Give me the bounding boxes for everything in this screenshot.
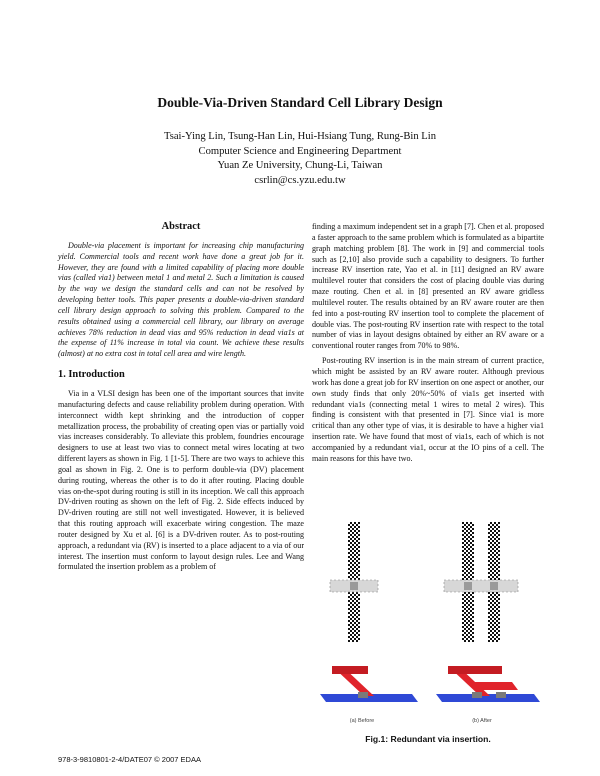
page-footer: 978-3-9810801-2-4/DATE07 © 2007 EDAA — [58, 755, 201, 764]
redundant-via-square — [490, 582, 498, 590]
via-square — [350, 582, 358, 590]
left-column — [58, 222, 304, 573]
intro-paragraph-1: Via in a VLSI design has been one of the important sources that invite manufacturing defects and cause reliability problem during operation. With interconnect width kept shrinking and the introduction of copper metallization process, the probability of creating open vias or partially void vias increases considerably. To alleviate this problem, foundries encourage designers to use at least two vias to connect metal wires locating at two different layers as shown in Fig. 1 [1-5]. There are two ways to achieve this goal as shown in Fig. 2. One is to perform double-via (DV) placement during routing, whereas the other is to do it after routing. Placing double vias on-the-spot during routing is still in its inception. We call this approach DV-driven routing as shown on the left of Fig. 2. Side effects induced by DV-driven routing are still not well investigated. However, it is believed that this routing approach will exacerbate wiring congestion. The maze router designed by Xu et al. [6] is a DV-driven router. As to post-routing approach, a redundant via (RV) is inserted to a place adjacent to a via of our interest. The insertion must conform to layout design rules. Lee and Wang formulated the insertion problem as a problem of — [58, 388, 304, 572]
metal-stripe-bottom — [348, 592, 360, 642]
via-block — [472, 692, 482, 698]
figure-label-before: (a) Before — [349, 718, 375, 724]
paper-title: Double-Via-Driven Standard Cell Library Design — [157, 95, 443, 110]
figure-caption: Fig.1: Redundant via insertion. — [365, 734, 491, 744]
metal2-extension — [470, 682, 518, 690]
figure-label-after: (b) After — [472, 718, 492, 724]
via-region — [444, 580, 518, 592]
via-square — [464, 582, 472, 590]
figure-panel-before — [320, 522, 418, 724]
metal-stripe-top-2 — [488, 522, 500, 582]
author-names: Tsai-Ying Lin, Tsung-Han Lin, Hui-Hsiang Tung, Rung-Bin Lin — [164, 131, 436, 142]
figure-panel-after — [436, 522, 540, 724]
redundant-via-block — [496, 692, 506, 698]
affiliation: Yuan Ze University, Chung-Li, Taiwan — [217, 160, 383, 171]
metal2-top — [448, 666, 502, 674]
metal-stripe-top — [462, 522, 474, 582]
right-column — [312, 222, 544, 465]
abstract-text: Double-via placement is important for increasing chip manufacturing yield. Commercial tools and recent work have done a great job for it. However, they are found with a limited capability of placing more double vias (called via1) between metal 1 and metal 2. Such a limitation is caused by the way we design the standard cells and can not be resolved by developing better tools. This paper presents a double-via-driven standard cell library design approach to solving this problem. Compared to the results obtained using a commercial cell library, our library on average achieves 78% reduction in dead vias and 95% reduction in dead via1s at the expense of 11% increase in total via count. We achieve these results (almost) at no extra cost in total cell area and wire length. — [58, 240, 304, 359]
abstract-heading: Abstract — [161, 221, 201, 232]
intro-paragraph-2: Post-routing RV insertion is in the main stream of current practice, which might be assisted by an RV aware router. Although previous work has done a great job for RV insertion on one aspect or another, our own study finds that only 20%~50% of via1s get inserted with redundant via1s (connecting metal 1 wires to metal 2 wires). This finding is consistent with that presented in [7]. Since via1 is more critical than any other type of vias, it is desirable to have a higher via1 insertion rate. We have found that most of via1s, each of which is not accompanied by a redundant via1, occur at the IO pins of a cell. The main reasons for this have two. — [312, 356, 544, 463]
author-block — [0, 130, 600, 188]
metal-stripe-top — [348, 522, 360, 582]
email: csrlin@cs.yzu.edu.tw — [254, 174, 346, 186]
intro-paragraph-1-continued: finding a maximum independent set in a graph [7]. Chen et al. proposed a faster approach to the same problem which is formulated as a bipartite graph matching problem [8]. The work in [9] and commercial tools such as [2,10] also provide such a capability to designers. To further increase RV insertion rate, Yao et al. in [11] designed an RV aware multilevel router that considers the cost of placing double vias during maze routing. Chen et al. in [8] presented an RV aware gridless multilevel router. The results obtained by an RV aware router are then fed into a post-routing RV insertion tool to complete the placement of double vias. The post-routing RV insertion rate with respect to the total number of vias in layout designs obtained by either an RV aware or a conventional router ranges from 70% to 98%. — [312, 222, 544, 351]
department: Computer Science and Engineering Department — [198, 145, 402, 157]
metal2-top — [332, 666, 368, 674]
figure-1 — [312, 516, 544, 746]
metal-stripe-bottom — [462, 592, 474, 642]
metal-stripe-bottom-2 — [488, 592, 500, 642]
section-heading-introduction: 1. Introduction — [58, 369, 125, 381]
figure-1-illustration — [312, 516, 544, 731]
via-block — [358, 692, 368, 698]
